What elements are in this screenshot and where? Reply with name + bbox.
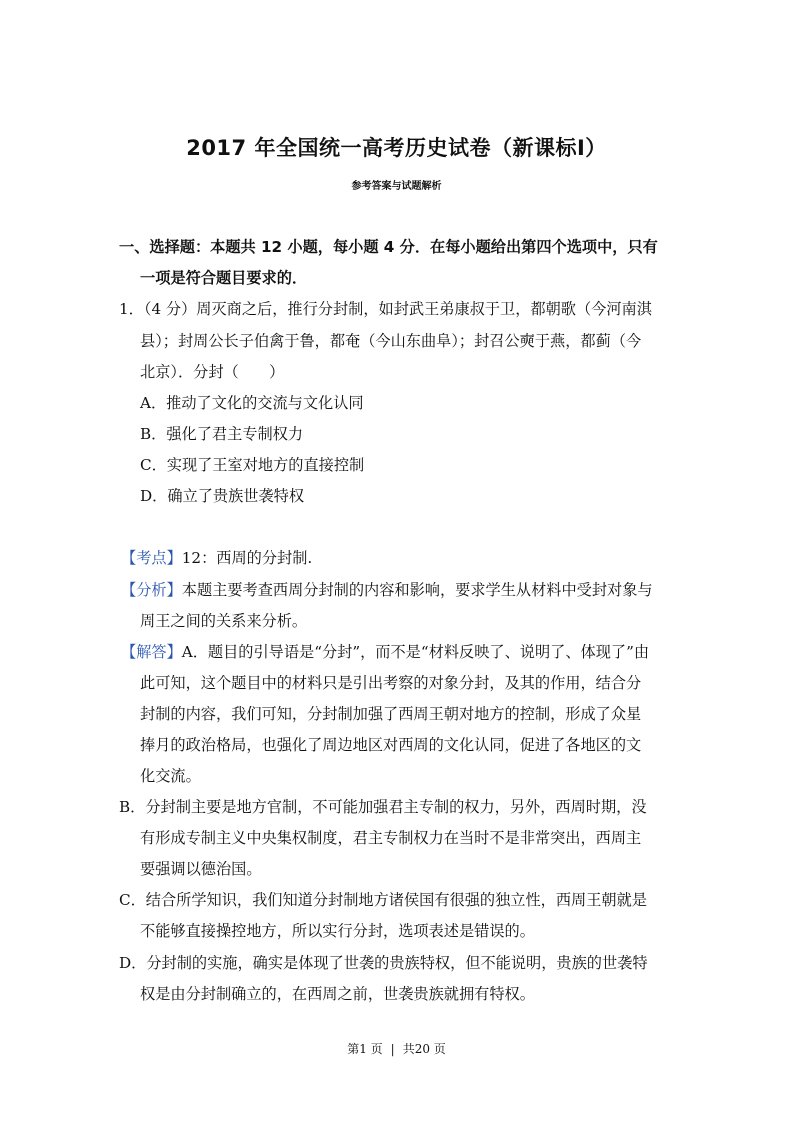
kaodian-line xyxy=(121,548,312,568)
question-line-2: 县）；封周公长子伯禽于鲁，都奄（今山东曲阜）；封召公奭于燕，都蓟（今 xyxy=(140,332,642,350)
explain-c-line-2: 不能够直接操控地方，所以实行分封，选项表述是错误的。 xyxy=(140,922,535,940)
jieda-line-3: 封制的内容，我们可知，分封制加强了西周王朝对地方的控制，形成了众星 xyxy=(140,705,642,723)
fenxi-line-2: 周王之间的关系来分析。 xyxy=(140,612,308,630)
option-d: D．确立了贵族世袭特权 xyxy=(140,487,305,505)
jieda-line-4: 捧月的政治格局，也强化了周边地区对西周的文化认同，促进了各地区的文 xyxy=(140,736,642,754)
explain-d-line-2: 权是由分封制确立的，在西周之前，世袭贵族就拥有特权。 xyxy=(140,985,535,1003)
option-b: B．强化了君主专制权力 xyxy=(140,425,304,443)
jieda-line-2: 此可知，这个题目中的材料只是引出考察的对象分封，及其的作用，结合分 xyxy=(140,674,642,692)
section-heading-line-1: 一、选择题：本题共 12 小题，每小题 4 分．在每小题给出第四个选项中，只有 xyxy=(119,238,658,256)
page-number: 第1 页 xyxy=(347,1042,383,1056)
explain-b-line-2: 有形成专制主义中央集权制度，君主专制权力在当时不是非常突出，西周主 xyxy=(140,829,642,847)
explain-b-line-1: B．分封制主要是地方官制，不可能加强君主专制的权力，另外，西周时期，没 xyxy=(119,798,647,816)
fenxi-line-1 xyxy=(121,580,653,600)
document-subtitle: 参考答案与试题解析 xyxy=(351,181,442,192)
section-heading-line-2: 一项是符合题目要求的． xyxy=(140,269,308,287)
fenxi-text-1: 本题主要考查西周分封制的内容和影响，要求学生从材料中受封对象与 xyxy=(181,581,653,599)
option-a: A．推动了文化的交流与文化认同 xyxy=(140,394,364,412)
fenxi-tag: 【分析】 xyxy=(121,581,182,599)
jieda-tag: 【解答】 xyxy=(121,643,182,661)
kaodian-text: 12：西周的分封制. xyxy=(181,549,313,567)
jieda-line-1 xyxy=(121,642,649,662)
explain-b-line-3: 要强调以德治国。 xyxy=(140,860,262,878)
question-line-3: 北京）．分封（ ） xyxy=(140,363,285,381)
footer-separator: | xyxy=(390,1042,395,1056)
jieda-text-1: A．题目的引导语是“分封”，而不是“材料反映了、说明了、体现了”由 xyxy=(181,643,650,661)
kaodian-tag: 【考点】 xyxy=(121,549,182,567)
page-total: 共20 页 xyxy=(402,1042,446,1056)
question-line-1: 1．（4 分）周灭商之后，推行分封制，如封武王弟康叔于卫，都朝歌（今河南淇 xyxy=(119,300,652,318)
jieda-line-5: 化交流。 xyxy=(140,767,201,785)
option-c: C．实现了王室对地方的直接控制 xyxy=(140,456,365,474)
explain-d-line-1: D．分封制的实施，确实是体现了世袭的贵族特权，但不能说明，贵族的世袭特 xyxy=(119,954,648,972)
document-title: 2017 年全国统一高考历史试卷（新课标Ⅰ） xyxy=(186,136,607,160)
explain-c-line-1: C．结合所学知识，我们知道分封制地方诸侯国有很强的独立性，西周王朝就是 xyxy=(119,891,647,909)
page-footer xyxy=(0,1040,793,1057)
